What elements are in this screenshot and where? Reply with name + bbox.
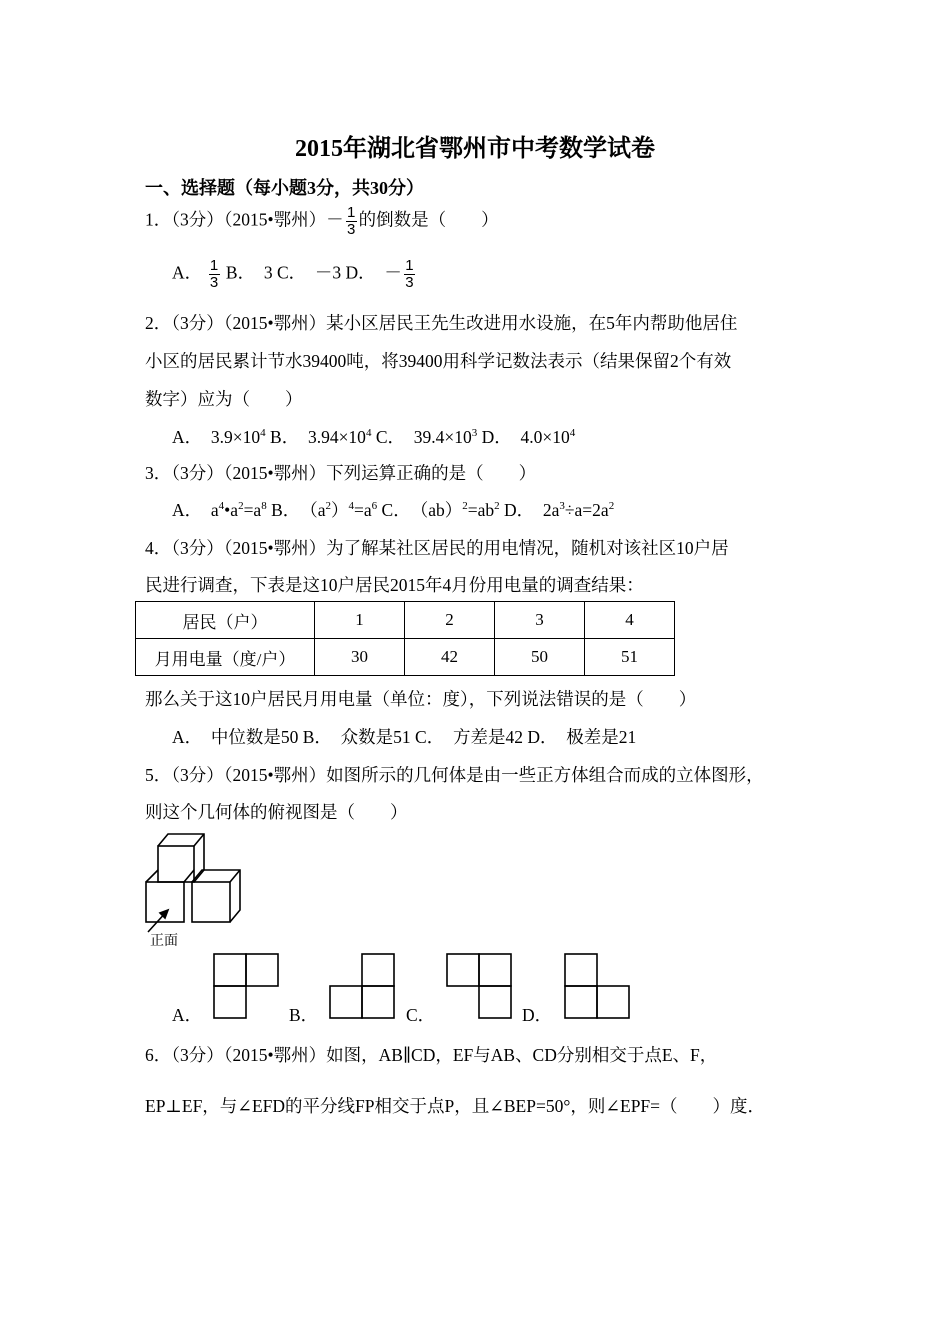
q1-frac-den: 3 [346, 221, 356, 238]
q1-option-c: C． －3 [276, 262, 342, 283]
page-title: 2015年湖北省鄂州市中考数学试卷 [295, 136, 655, 162]
q1-fraction [346, 205, 357, 238]
q5-line-1: 5．（3分）（2015•鄂州）如图所示的几何体是由一些正方体组合而成的立体图形， [145, 765, 764, 785]
table-cell: 1 [315, 602, 405, 639]
front-label: 正面 [150, 932, 178, 948]
electricity-table [135, 601, 675, 676]
q2-options [172, 424, 575, 449]
question-1 [145, 205, 499, 238]
q6-line-2: EP⊥EF，与∠EFD的平分线FP相交于点P，且∠BEP=50°，则∠EPF=（ ）度． [145, 1096, 766, 1116]
q1-options [172, 258, 417, 291]
q1-prefix: 1．（3分）（2015•鄂州）－ [145, 209, 344, 230]
q1-option-b: B． 3 [225, 262, 273, 283]
table-cell: 居民（户） [136, 602, 315, 639]
q1-option-a-fraction [209, 258, 220, 291]
q6-line-1: 6．（3分）（2015•鄂州）如图，AB∥CD，EF与AB、CD分别相交于点E、F， [145, 1045, 718, 1065]
q5-option-a-figure [212, 952, 282, 1020]
q3-options [172, 497, 614, 522]
q4-line-1: 4．（3分）（2015•鄂州）为了解某社区居民的用电情况，随机对该社区10户居 [145, 538, 729, 558]
q5-option-d-label: D． [522, 1005, 553, 1025]
q3-d-part1: D． 2a [499, 500, 560, 520]
q5-option-a-label: A． [172, 1005, 203, 1025]
q3-a-part1: A． a [172, 500, 219, 520]
table-cell: 月用电量（度/户） [136, 639, 315, 676]
q2-option-d: D． 4.0×10 [477, 427, 570, 447]
q3-c-exp1: 2 [462, 500, 468, 512]
table-cell: 30 [315, 639, 405, 676]
q3-b-exp2: 4 [348, 500, 355, 512]
q2-line-3: 数字）应为（ ） [145, 389, 303, 409]
q5-option-b-label: B． [289, 1005, 319, 1025]
q1-frac-num: 1 [346, 204, 356, 221]
q3-a-part2: •a [224, 500, 239, 520]
q2-c-exp: 3 [471, 427, 478, 439]
q3-c-exp2: 2 [494, 500, 500, 512]
q5-option-d-figure [563, 952, 633, 1020]
q1-option-d-label: D． － [345, 262, 402, 283]
q2-a-exp: 4 [260, 427, 266, 439]
q3-b-part3: =a [354, 500, 372, 520]
table-row [136, 602, 675, 639]
q3-b-exp1: 2 [325, 500, 332, 512]
q2-option-c: C． 39.4×10 [371, 427, 472, 447]
q3-a-exp2: 2 [238, 500, 244, 512]
q3-c-part1: C． （ab） [377, 500, 463, 520]
table-cell: 2 [405, 602, 495, 639]
q1-a-num: 1 [209, 257, 219, 274]
q3-c-part2: =ab [467, 500, 495, 520]
q3-d-exp1: 3 [559, 500, 565, 512]
q5-line-2: 则这个几何体的俯视图是（ ） [145, 802, 408, 822]
table-cell: 50 [495, 639, 585, 676]
q2-line-2: 小区的居民累计节水39400吨，将39400用科学记数法表示（结果保留2个有效 [145, 351, 732, 371]
q4-line-3: 那么关于这10户居民月用电量（单位：度），下列说法错误的是（ ） [145, 689, 697, 709]
q3-a-part3: =a [243, 500, 262, 520]
q3-b-part2: ） [331, 500, 349, 520]
q3-a-exp3: 8 [261, 500, 267, 512]
section-heading: 一、选择题（每小题3分，共30分） [145, 178, 424, 198]
q5-option-c-figure [445, 952, 515, 1020]
q3-b-exp3: 6 [371, 500, 378, 512]
q1-option-d-fraction [404, 258, 415, 291]
q1-a-den: 3 [209, 274, 219, 291]
q3-line-1: 3．（3分）（2015•鄂州）下列运算正确的是（ ） [145, 463, 537, 483]
q2-d-exp: 4 [569, 427, 576, 439]
q1-d-den: 3 [405, 274, 414, 291]
q2-b-exp: 4 [365, 427, 372, 439]
q3-a-exp1: 4 [218, 500, 225, 512]
table-cell: 4 [585, 602, 675, 639]
table-cell: 51 [585, 639, 675, 676]
table-row [136, 639, 675, 676]
q5-option-b-figure [328, 952, 398, 1020]
q1-option-a-label: A． [172, 262, 203, 283]
q4-options: A． 中位数是50 B． 众数是51 C． 方差是42 D． 极差是21 [172, 727, 637, 747]
q5-option-c-label: C． [406, 1005, 436, 1025]
q1-suffix: 的倒数是（ ） [358, 209, 499, 230]
q3-d-part2: ÷a=2a [564, 500, 609, 520]
q2-option-a: A． 3.9×10 [172, 427, 261, 447]
q2-option-b: B． 3.94×10 [265, 427, 366, 447]
q2-line-1: 2．（3分）（2015•鄂州）某小区居民王先生改进用水设施，在5年内帮助他居住 [145, 313, 738, 333]
table-cell: 42 [405, 639, 495, 676]
q3-d-exp2: 2 [608, 500, 615, 512]
table-cell: 3 [495, 602, 585, 639]
q3-b-part1: B． （a [266, 500, 326, 520]
q4-line-2: 民进行调查，下表是这10户居民2015年4月份用电量的调查结果： [145, 575, 644, 595]
q1-d-num: 1 [405, 257, 414, 274]
